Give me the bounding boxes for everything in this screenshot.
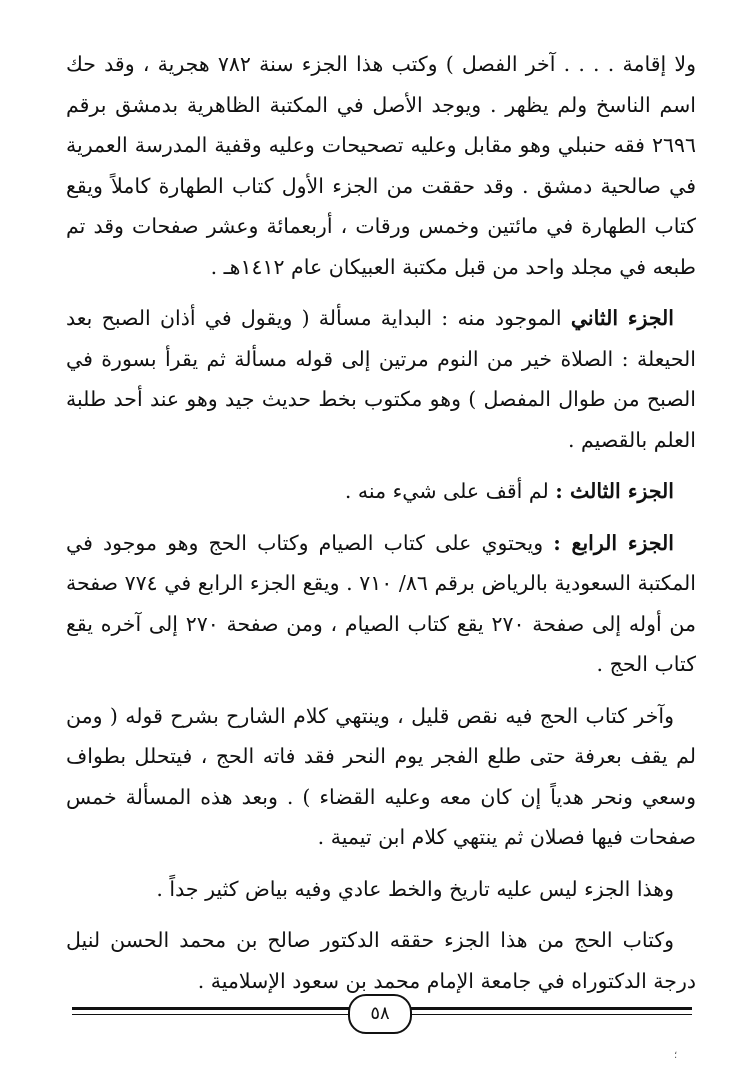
paragraph-1-text: ولا إقامة . . . . آخر الفصل ) وكتب هذا الجزء سنة ٧٨٢ هجرية ، وقد حك اسم الناسخ ولم يظهر . ويوجد الأصل في المكتبة الظاهرية بدمشق برقم ٢٦٩٦ فقه حنبلي وهو مقابل وعليه تصحيحات وعليه وقفية المدرسة العمرية في صالحية دمشق . وقد حققت من الجزء الأول كتاب الطهارة كاملاً ويقع كتاب الطهارة في مائتين وخمس ورقات ، أربعمائة وعشر صفحات وقد تم طبعه في مجلد واحد من قبل مكتبة العبيكان عام ١٤١٢هـ . (66, 52, 696, 279)
paragraph-3-heading: الجزء الثالث : (555, 479, 674, 503)
page-body (66, 44, 696, 1012)
paragraph-2 (66, 298, 696, 460)
paragraph-1 (66, 44, 696, 287)
page-number: ٥٨ (348, 994, 412, 1034)
paragraph-5 (66, 696, 696, 858)
page-footer (72, 994, 692, 1034)
paragraph-6-text: وهذا الجزء ليس عليه تاريخ والخط عادي وفيه بياض كثير جداً . (156, 876, 674, 901)
paragraph-3 (66, 471, 696, 512)
paragraph-3-text: لم أقف على شيء منه . (344, 479, 556, 503)
paragraph-4-heading: الجزء الرابع : (553, 530, 674, 555)
paragraph-2-text: الموجود منه : البداية مسألة ( ويقول في أذان الصبح بعد الحيعلة : الصلاة خير من النوم مرتين إلى قوله مسألة ثم يقرأ بسورة في الصبح من طوال المفصل ) وهو مكتوب بخط حديث جيد وهو عند أحد طلبة العلم بالقصيم . (66, 306, 696, 452)
paragraph-6 (66, 869, 696, 910)
paragraph-4 (66, 523, 696, 685)
corner-mark: ؛ (674, 1050, 678, 1061)
paragraph-2-heading: الجزء الثاني (570, 306, 674, 330)
paragraph-5-text: وآخر كتاب الحج فيه نقص قليل ، وينتهي كلام الشارح بشرح قوله ( ومن لم يقف بعرفة حتى طلع الفجر يوم النحر فقد فاته الحج ، فيتحلل بطواف وسعي ونحر هدياً إن كان معه وعليه القضاء ) . وبعد هذه المسألة خمس صفحات فيها فصلان ثم ينتهي كلام ابن تيمية . (66, 703, 696, 849)
paragraph-7 (66, 920, 696, 1001)
paragraph-7-text: وكتاب الحج من هذا الجزء حققه الدكتور صالح بن محمد الحسن لنيل درجة الدكتوراه في جامعة الإمام محمد بن سعود الإسلامية . (66, 928, 696, 993)
paragraph-4-text: ويحتوي على كتاب الصيام وكتاب الحج وهو موجود في المكتبة السعودية بالرياض برقم ٨٦/ ٧١٠ . ويقع الجزء الرابع في ٧٧٤ صفحة من أوله إلى صفحة ٢٧٠ يقع كتاب الصيام ، ومن صفحة ٢٧٠ إلى آخره يقع كتاب الحج . (66, 530, 697, 676)
